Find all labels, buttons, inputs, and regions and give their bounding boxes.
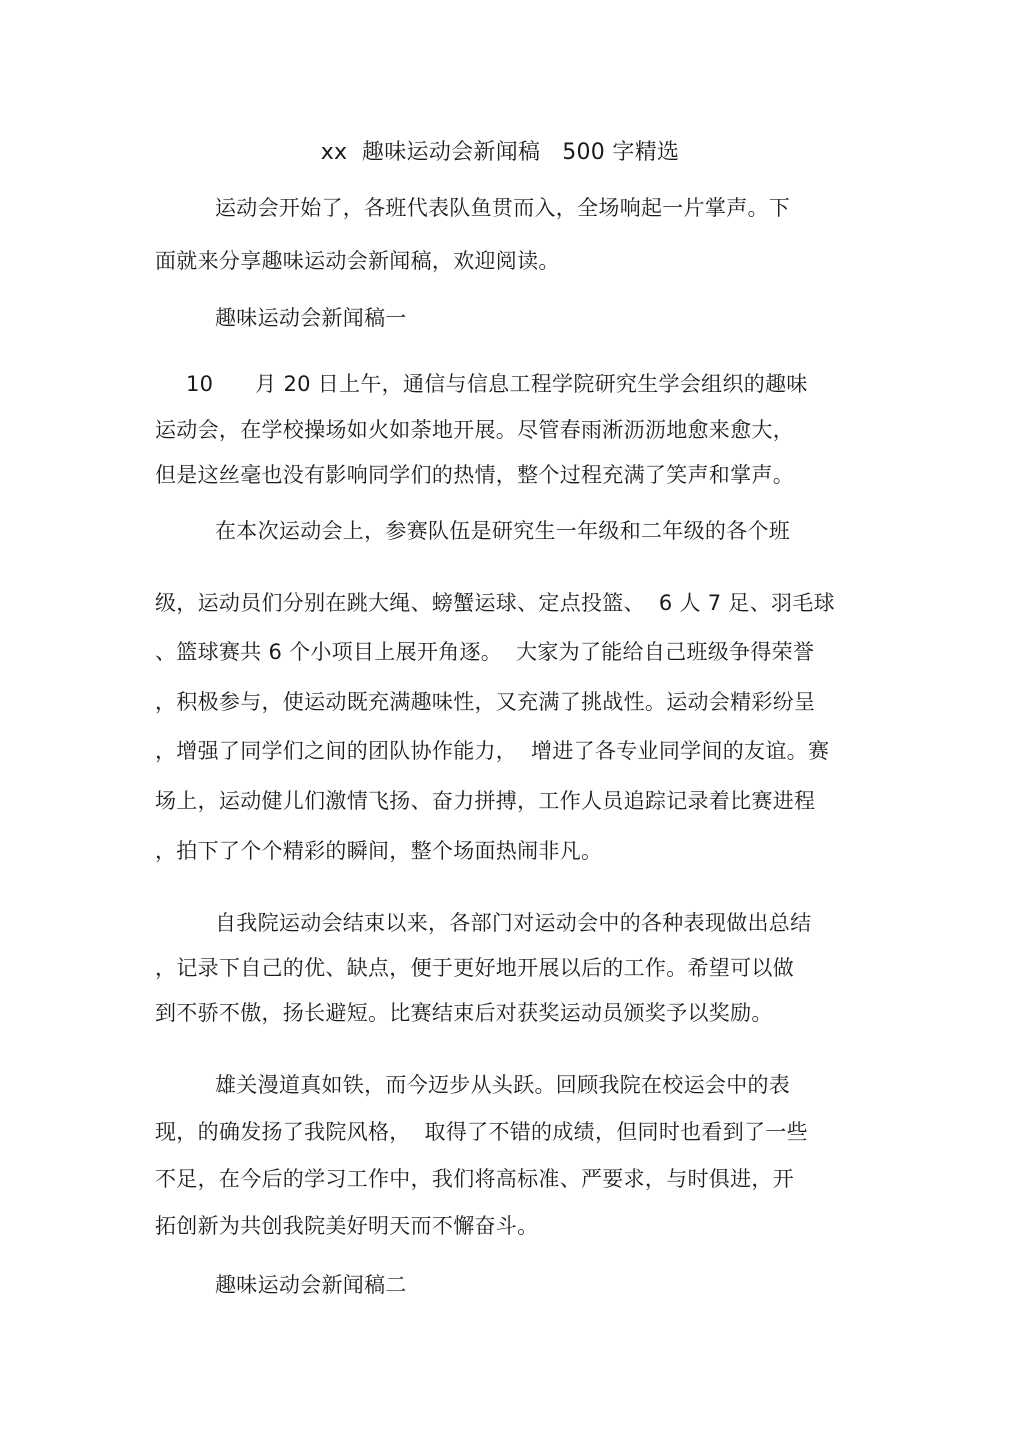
text-line: 现，的确发扬了我院风格， 取得了不错的成绩，但同时也看到了一些 — [155, 1120, 808, 1144]
document-title: xx 趣味运动会新闻稿 500 字精选 — [320, 140, 680, 165]
text-line: 拓创新为共创我院美好明天而不懈奋斗。 — [155, 1214, 539, 1238]
text-line: 级，运动员们分别在跳大绳、螃蟹运球、定点投篮、 6 人 7 足、羽毛球 — [155, 591, 835, 615]
text-line: ，拍下了个个精彩的瞬间，整个场面热闹非凡。 — [155, 839, 603, 863]
text-line: 不足，在今后的学习工作中，我们将高标准、严要求，与时俱进，开 — [155, 1167, 794, 1191]
text-line: 自我院运动会结束以来，各部门对运动会中的各种表现做出总结 — [215, 911, 812, 935]
text-line: ，增强了同学们之间的团队协作能力， 增进了各专业同学间的友谊。赛 — [155, 739, 830, 763]
text-line: 、篮球赛共 6 个小项目上展开角逐。 大家为了能给自己班级争得荣誉 — [155, 640, 815, 664]
text-line: 到不骄不傲，扬长避短。比赛结束后对获奖运动员颁奖予以奖励。 — [155, 1001, 773, 1025]
text-line: ，记录下自己的优、缺点，便于更好地开展以后的工作。希望可以做 — [155, 956, 794, 980]
text-line: 运动会，在学校操场如火如荼地开展。尽管春雨淅沥沥地愈来愈大， — [155, 418, 794, 442]
text-line: 面就来分享趣味运动会新闻稿，欢迎阅读。 — [155, 249, 560, 273]
text-line: 但是这丝毫也没有影响同学们的热情，整个过程充满了笑声和掌声。 — [155, 463, 794, 487]
section-heading: 趣味运动会新闻稿二 — [215, 1273, 407, 1297]
text-line: 场上，运动健儿们激情飞扬、奋力拼搏，工作人员追踪记录着比赛进程 — [155, 789, 816, 813]
text-line: ，积极参与，使运动既充满趣味性，又充满了挑战性。运动会精彩纷呈 — [155, 690, 816, 714]
text-line: 运动会开始了，各班代表队鱼贯而入，全场响起一片掌声。下 — [215, 196, 791, 220]
text-line: 雄关漫道真如铁，而今迈步从头跃。回顾我院在校运会中的表 — [215, 1073, 791, 1097]
text-line: 10 月 20 日上午，通信与信息工程学院研究生学会组织的趣味 — [186, 372, 808, 396]
section-heading: 趣味运动会新闻稿一 — [215, 306, 407, 330]
text-line: 在本次运动会上，参赛队伍是研究生一年级和二年级的各个班 — [215, 519, 791, 543]
